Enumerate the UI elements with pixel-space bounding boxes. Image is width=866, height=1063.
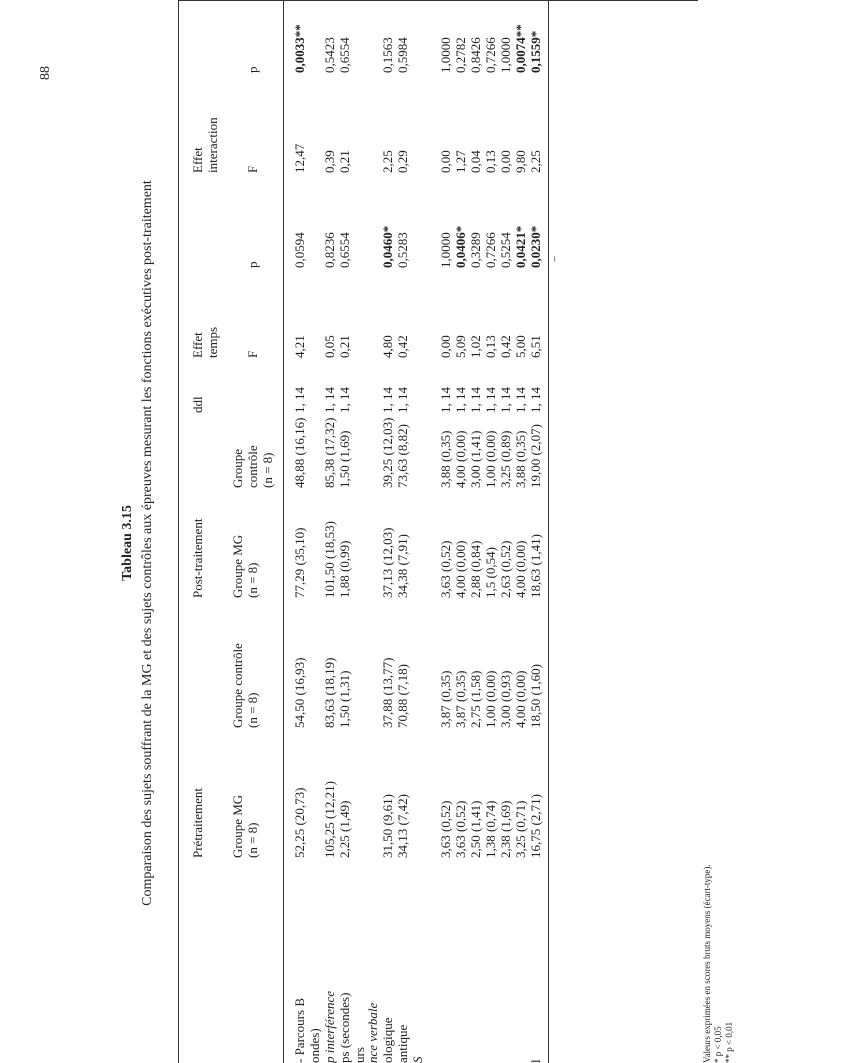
cell-post-mg: 37,13 (12,03) bbox=[380, 527, 395, 598]
cell-p: 0,0230* bbox=[528, 225, 543, 268]
cell-p: 0,0421* bbox=[513, 225, 528, 268]
cell-f2: 0,21 bbox=[337, 150, 352, 173]
cell-ddl: 1, 14 bbox=[498, 387, 513, 413]
cell-p2: 0,5423 bbox=[322, 37, 337, 73]
cell-p2: 0,0033** bbox=[292, 24, 307, 73]
row-label: nce verbale bbox=[365, 1002, 380, 1063]
cell-pre-ctrl: 3,87 (0,35) bbox=[453, 670, 468, 728]
cell-post-mg: 1,5 (0,54) bbox=[483, 547, 498, 598]
cell-ddl: 1, 14 bbox=[438, 387, 453, 413]
cell-pre-mg: 1,38 (0,74) bbox=[483, 800, 498, 858]
cell-pre-mg: 2,25 (1,49) bbox=[337, 800, 352, 858]
cell-p2: 0,5984 bbox=[395, 37, 410, 73]
note-p05: * p < 0,05 bbox=[713, 1026, 723, 1063]
row-label: S bbox=[410, 1056, 425, 1063]
cell-post-mg: 101,50 (18,53) bbox=[322, 521, 337, 598]
cell-pre-mg: 31,50 (9,61) bbox=[380, 794, 395, 858]
header-post: Post-traitement bbox=[190, 518, 205, 598]
cell-pre-mg: 105,25 (12,21) bbox=[322, 781, 337, 858]
header-effet-interaction-2: interaction bbox=[205, 117, 220, 173]
cell-f: 0,42 bbox=[498, 335, 513, 358]
header-f: F bbox=[245, 350, 260, 358]
cell-pre-ctrl: 2,75 (1,58) bbox=[468, 670, 483, 728]
cell-post-ctrl: 19,00 (2,07) bbox=[528, 424, 543, 488]
note-p01: ** p < 0,01 bbox=[724, 1021, 734, 1063]
cell-post-ctrl: 4,00 (0,00) bbox=[453, 430, 468, 488]
cell-f: 0,13 bbox=[483, 335, 498, 358]
header-effet-temps: Effet bbox=[190, 332, 205, 358]
header-ddl: ddl bbox=[190, 396, 205, 413]
cell-post-ctrl: 48,88 (16,16) bbox=[292, 417, 307, 488]
cell-f2: 0,29 bbox=[395, 150, 410, 173]
table-bottom-rule bbox=[548, 0, 549, 1063]
cell-ddl: 1, 14 bbox=[337, 387, 352, 413]
cell-p2: 0,1559* bbox=[528, 30, 543, 73]
results-table bbox=[190, 0, 718, 1063]
header-effet-temps-2: temps bbox=[205, 326, 220, 358]
cell-ddl: 1, 14 bbox=[528, 387, 543, 413]
cell-p: 0,3289 bbox=[468, 232, 483, 268]
cell-ddl: 1, 14 bbox=[292, 387, 307, 413]
cell-ddl: 1, 14 bbox=[453, 387, 468, 413]
cell-f: 0,21 bbox=[337, 335, 352, 358]
cell-f2: 0,13 bbox=[483, 150, 498, 173]
cell-pre-ctrl: 54,50 (16,93) bbox=[292, 657, 307, 728]
cell-post-ctrl: 85,38 (17,32) bbox=[322, 417, 337, 488]
cell-pre-mg: 3,63 (0,52) bbox=[438, 800, 453, 858]
cell-f: 4,21 bbox=[292, 335, 307, 358]
cell-p2: 0,2782 bbox=[453, 37, 468, 73]
cell-f2: 9,80 bbox=[513, 150, 528, 173]
cell-post-mg: 77,29 (35,10) bbox=[292, 527, 307, 598]
cell-f: 0,00 bbox=[438, 335, 453, 358]
row-label: - Parcours B bbox=[292, 998, 307, 1063]
cell-f2: 12,47 bbox=[292, 143, 307, 173]
header-rule bbox=[283, 0, 284, 1063]
cell-post-ctrl: 3,00 (1,41) bbox=[468, 430, 483, 488]
cell-ddl: 1, 14 bbox=[468, 387, 483, 413]
cell-post-mg: 3,63 (0,52) bbox=[438, 540, 453, 598]
cell-post-ctrl: 3,88 (0,35) bbox=[438, 430, 453, 488]
note-values: Valeurs exprimées en scores bruts moyens (écart-type). bbox=[702, 864, 712, 1063]
cell-ddl: 1, 14 bbox=[322, 387, 337, 413]
cell-post-ctrl: 3,25 (0,89) bbox=[498, 430, 513, 488]
header-pre-ctrl-n: (n = 8) bbox=[245, 692, 260, 728]
cell-post-mg: 18,63 (1,41) bbox=[528, 534, 543, 598]
header-f2: F bbox=[245, 165, 260, 173]
cell-f: 1,02 bbox=[468, 335, 483, 358]
cell-post-ctrl: 73,63 (8,82) bbox=[395, 424, 410, 488]
cell-pre-ctrl: 3,00 (0,93) bbox=[498, 670, 513, 728]
cell-pre-ctrl: 18,50 (1,60) bbox=[528, 664, 543, 728]
cell-f2: 2,25 bbox=[528, 150, 543, 173]
cell-p: 0,0594 bbox=[292, 232, 307, 268]
cell-f: 5,00 bbox=[513, 335, 528, 358]
cell-p: 0,6554 bbox=[337, 232, 352, 268]
header-p: p bbox=[245, 261, 260, 268]
table-notes bbox=[702, 864, 735, 1063]
cell-post-ctrl: 39,25 (12,03) bbox=[380, 417, 395, 488]
cell-f: 6,51 bbox=[528, 335, 543, 358]
cell-pre-mg: 2,38 (1,69) bbox=[498, 800, 513, 858]
cell-f2: 0,00 bbox=[498, 150, 513, 173]
cell-pre-ctrl: 3,87 (0,35) bbox=[438, 670, 453, 728]
cell-ddl: 1, 14 bbox=[395, 387, 410, 413]
header-pre-ctrl: Groupe contrôle bbox=[230, 643, 245, 728]
cell-ddl: 1, 14 bbox=[483, 387, 498, 413]
cell-post-ctrl: 3,88 (0,35) bbox=[513, 430, 528, 488]
row-label: urs bbox=[352, 1047, 367, 1063]
cell-f: 5,09 bbox=[453, 335, 468, 358]
header-post-ctrl: Groupe bbox=[230, 449, 245, 488]
cell-pre-ctrl: 70,88 (7,18) bbox=[395, 664, 410, 728]
cell-pre-ctrl: 37,88 (13,77) bbox=[380, 657, 395, 728]
cell-p2: 0,7266 bbox=[483, 37, 498, 73]
cell-p2: 1,0000 bbox=[438, 37, 453, 73]
cell-pre-ctrl: 1,50 (1,31) bbox=[337, 670, 352, 728]
cell-pre-ctrl: 4,00 (0,00) bbox=[513, 670, 528, 728]
row-label: ps (secondes) bbox=[337, 992, 352, 1063]
table-title: Comparaison des sujets souffrant de la MG et des sujets contrôles aux épreuves mesurant les fonctions exécutives post-traitement bbox=[140, 180, 155, 906]
row-label: ologique bbox=[380, 1017, 395, 1063]
header-pre-mg: Groupe MG bbox=[230, 794, 245, 858]
cell-f: 0,42 bbox=[395, 335, 410, 358]
cell-p2: 1,0000 bbox=[498, 37, 513, 73]
cell-p: 0,5254 bbox=[498, 232, 513, 268]
cell-p: 0,8236 bbox=[322, 232, 337, 268]
row-label: p interférence bbox=[322, 990, 337, 1063]
table-top-rule bbox=[178, 0, 179, 1063]
rotated-page-content bbox=[120, 0, 866, 1063]
cell-p: 0,0460* bbox=[380, 225, 395, 268]
header-post-ctrl-2: contrôle bbox=[245, 445, 260, 488]
header-pre: Prétraitement bbox=[190, 787, 205, 858]
cell-ddl: 1, 14 bbox=[513, 387, 528, 413]
row-label: l bbox=[528, 1059, 543, 1063]
cell-post-mg: 34,38 (7,91) bbox=[395, 534, 410, 598]
header-post-mg-n: (n = 8) bbox=[245, 562, 260, 598]
row-label: ondes) bbox=[307, 1028, 322, 1063]
header-pre-mg-n: (n = 8) bbox=[245, 822, 260, 858]
header-post-mg: Groupe MG bbox=[230, 534, 245, 598]
header-post-ctrl-n: (n = 8) bbox=[260, 452, 275, 488]
cell-p2: 0,6554 bbox=[337, 37, 352, 73]
cell-f2: 0,04 bbox=[468, 150, 483, 173]
cell-pre-ctrl: 1,00 (0,00) bbox=[483, 670, 498, 728]
cell-p2: 0,1563 bbox=[380, 37, 395, 73]
cell-p: 1,0000 bbox=[438, 232, 453, 268]
cell-pre-mg: 2,50 (1,41) bbox=[468, 800, 483, 858]
cell-ddl: 1, 14 bbox=[380, 387, 395, 413]
cell-p2: 0,8426 bbox=[468, 37, 483, 73]
cell-f2: 0,39 bbox=[322, 150, 337, 173]
page-number: 88 bbox=[38, 66, 53, 80]
header-p2: p bbox=[245, 66, 260, 73]
cell-f: 4,80 bbox=[380, 335, 395, 358]
cell-pre-mg: 3,25 (0,71) bbox=[513, 800, 528, 858]
cell-pre-mg: 52,25 (20,73) bbox=[292, 787, 307, 858]
cell-f2: 0,00 bbox=[438, 150, 453, 173]
cell-post-mg: 2,63 (0,52) bbox=[498, 540, 513, 598]
cell-f: 0,05 bbox=[322, 335, 337, 358]
cell-post-mg: 4,00 (0,00) bbox=[453, 540, 468, 598]
header-effet-interaction: Effet bbox=[190, 147, 205, 173]
cell-pre-mg: 34,13 (7,42) bbox=[395, 794, 410, 858]
cell-p: 0,5283 bbox=[395, 232, 410, 268]
cell-f2: 1,27 bbox=[453, 150, 468, 173]
stray-mark: ‾ bbox=[554, 256, 570, 262]
row-label: antique bbox=[395, 1024, 410, 1063]
cell-p: 0,7266 bbox=[483, 232, 498, 268]
cell-post-ctrl: 1,50 (1,69) bbox=[337, 430, 352, 488]
cell-post-mg: 1,88 (0,99) bbox=[337, 540, 352, 598]
cell-pre-mg: 3,63 (0,52) bbox=[453, 800, 468, 858]
cell-f2: 2,25 bbox=[380, 150, 395, 173]
cell-p: 0,0406* bbox=[453, 225, 468, 268]
cell-post-mg: 2,88 (0,84) bbox=[468, 540, 483, 598]
table-number: Tableau 3.15 bbox=[120, 505, 135, 581]
cell-pre-ctrl: 83,63 (18,19) bbox=[322, 657, 337, 728]
cell-p2: 0,0074** bbox=[513, 24, 528, 73]
cell-post-mg: 4,00 (0,00) bbox=[513, 540, 528, 598]
cell-pre-mg: 16,75 (2,71) bbox=[528, 794, 543, 858]
cell-post-ctrl: 1,00 (0,00) bbox=[483, 430, 498, 488]
